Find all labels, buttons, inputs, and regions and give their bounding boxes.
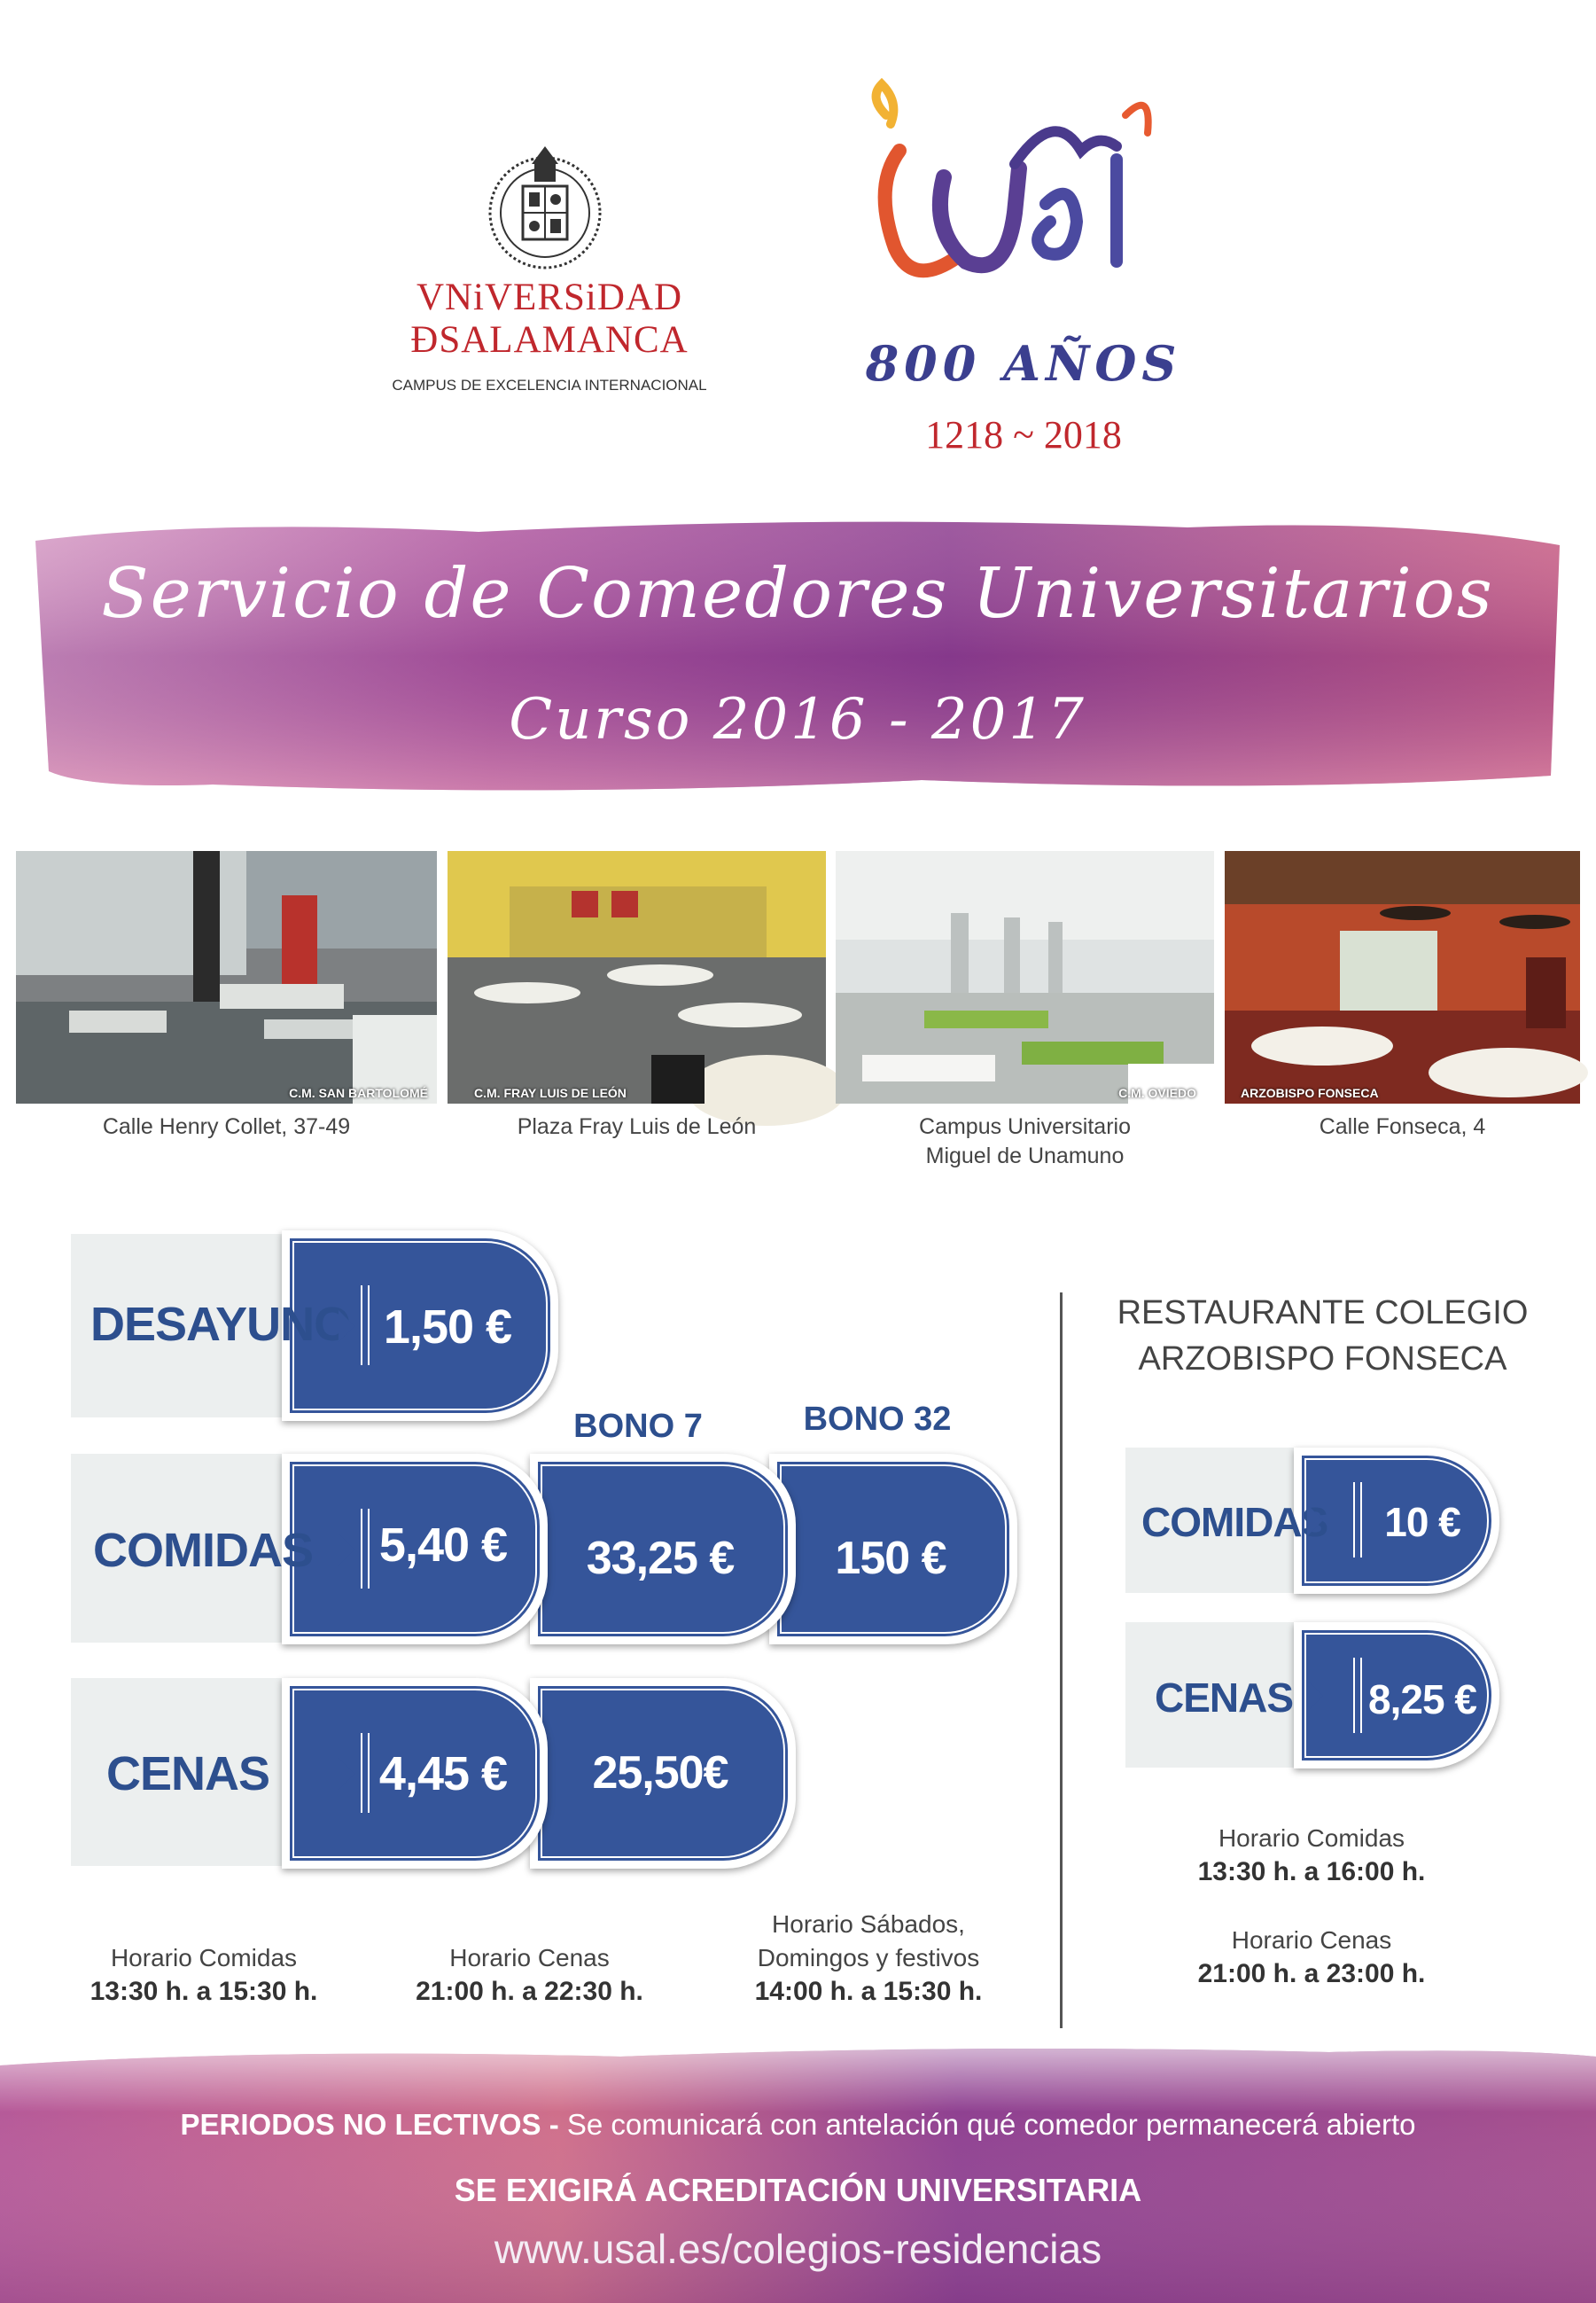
university-subtitle: CAMPUS DE EXCELENCIA INTERNACIONAL (392, 377, 707, 394)
university-name-line1: VNiVERSiDAD (416, 277, 683, 318)
address-fray-luis: Plaza Fray Luis de León (517, 1114, 757, 1139)
desayuno-price: 1,50 € (383, 1300, 512, 1354)
university-crest-icon (483, 137, 607, 275)
restaurant-schedule-comidas-label: Horario Comidas (1218, 1824, 1405, 1852)
cenas-label: CENAS (106, 1747, 270, 1800)
photo-tag-oviedo: C.M. OVIEDO (1118, 1086, 1196, 1100)
banner-title: Servicio de Comedores Universitarios (101, 554, 1494, 634)
restaurant-schedule-comidas (1117, 1822, 1506, 1889)
schedule-cenas (372, 1941, 687, 2009)
cenas-arrow-icon (339, 1758, 354, 1790)
bono32-label: BONO 32 (803, 1401, 952, 1438)
schedule-weekend-time: 14:00 h. a 15:30 h. (754, 1977, 983, 2006)
comidas-price: 5,40 € (378, 1518, 508, 1572)
comidas-arrow-icon (339, 1534, 354, 1565)
address-arzobispo-fonseca: Calle Fonseca, 4 (1319, 1114, 1486, 1139)
schedule-cenas-label: Horario Cenas (449, 1944, 610, 1971)
desayuno-arrow-icon (339, 1310, 354, 1342)
restaurant-schedule-cenas (1117, 1924, 1506, 1991)
photo-tag-arzobispo-fonseca: ARZOBISPO FONSECA (1241, 1086, 1379, 1100)
address-san-bartolome: Calle Henry Collet, 37-49 (102, 1114, 351, 1139)
footer-periods-text: Se comunicará con antelación qué comedor permanecerá abierto (558, 2108, 1416, 2141)
comidas-bono32-price: 150 € (835, 1533, 946, 1584)
anniversary-years-label: 800 AÑOS (865, 335, 1182, 392)
photo-arzobispo-fonseca (1225, 851, 1580, 1104)
footer-credential-notice: SE EXIGIRÁ ACREDITACIÓN UNIVERSITARIA (454, 2172, 1142, 2208)
footer-periods-label: PERIODOS NO LECTIVOS - (180, 2108, 559, 2141)
restaurant-cenas-price: 8,25 € (1368, 1676, 1476, 1722)
cenas-bono7-price: 25,50€ (592, 1747, 728, 1799)
restaurant-comidas-label: COMIDAS (1141, 1499, 1328, 1545)
column-divider (1060, 1292, 1063, 2028)
university-name-line2: ÐSALAMANCA (410, 319, 689, 361)
cenas-divider (361, 1733, 370, 1813)
university-name (381, 277, 718, 362)
restaurant-cenas-arrow-icon (1307, 1680, 1323, 1712)
schedule-weekend-label2: Domingos y festivos (757, 1944, 980, 1971)
schedule-weekend-label1: Horario Sábados, (772, 1910, 965, 1938)
comidas-divider (361, 1509, 370, 1589)
restaurant-schedule-cenas-time: 21:00 h. a 23:00 h. (1197, 1959, 1426, 1988)
restaurant-cenas-label: CENAS (1155, 1675, 1294, 1721)
address-oviedo-line2: Miguel de Unamuno (925, 1144, 1125, 1168)
photo-oviedo (836, 851, 1214, 1104)
restaurant-schedule-cenas-label: Horario Cenas (1231, 1926, 1392, 1954)
restaurant-title-line1: RESTAURANTE COLEGIO (1117, 1294, 1529, 1331)
restaurant-comidas-arrow-icon (1307, 1504, 1323, 1536)
address-oviedo (836, 1112, 1214, 1171)
photo-fray-luis (448, 851, 826, 1104)
bono7-label: BONO 7 (573, 1408, 703, 1445)
cenas-price: 4,45 € (378, 1747, 508, 1800)
photo-tag-fray-luis: C.M. FRAY LUIS DE LEÓN (474, 1086, 627, 1100)
restaurant-schedule-comidas-time: 13:30 h. a 16:00 h. (1197, 1857, 1426, 1886)
photo-san-bartolome (16, 851, 437, 1104)
anniversary-range: 1218 ~ 2018 (925, 413, 1122, 457)
comidas-label: COMIDAS (93, 1524, 313, 1577)
footer-website-link[interactable]: www.usal.es/colegios-residencias (494, 2226, 1102, 2272)
restaurant-title-line2: ARZOBISPO FONSECA (1138, 1340, 1507, 1378)
schedule-weekend (709, 1908, 1028, 2009)
schedule-comidas (49, 1941, 359, 2009)
schedule-comidas-time: 13:30 h. a 15:30 h. (90, 1977, 318, 2006)
address-oviedo-line1: Campus Universitario (919, 1114, 1131, 1139)
usal-800-logo (860, 68, 1187, 337)
restaurant-title (1086, 1290, 1560, 1382)
footer-periods-notice (0, 2108, 1596, 2142)
restaurant-comidas-price: 10 € (1384, 1499, 1460, 1545)
restaurant-cenas-divider (1353, 1658, 1362, 1733)
comidas-bono7-price: 33,25 € (586, 1533, 735, 1584)
banner-course: Curso 2016 - 2017 (509, 687, 1086, 753)
svg-text:USal: USal (860, 68, 891, 83)
schedule-cenas-time: 21:00 h. a 22:30 h. (416, 1977, 643, 2006)
restaurant-comidas-divider (1353, 1482, 1362, 1557)
schedule-comidas-label: Horario Comidas (110, 1944, 298, 1971)
photo-tag-san-bartolome: C.M. SAN BARTOLOMÉ (289, 1086, 428, 1100)
desayuno-divider (361, 1285, 370, 1365)
desayuno-label: DESAYUNO (90, 1298, 351, 1351)
